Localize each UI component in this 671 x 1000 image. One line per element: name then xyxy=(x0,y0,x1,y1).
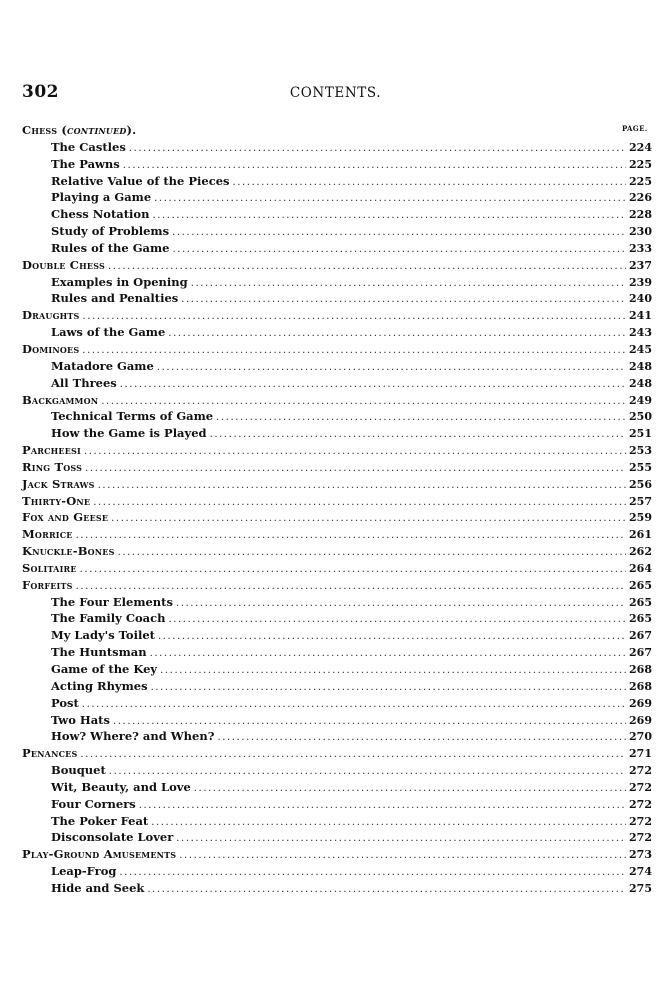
dot-leader xyxy=(179,848,626,865)
page-number: 302 xyxy=(22,82,59,102)
dot-leader xyxy=(168,326,626,343)
toc-entry-page: 225 xyxy=(629,174,652,188)
toc-subentry xyxy=(22,290,652,307)
toc-entry xyxy=(22,526,652,543)
dot-leader xyxy=(93,495,626,512)
toc-subentry xyxy=(22,223,652,240)
toc-subentry xyxy=(22,594,652,611)
toc-entry-page: 267 xyxy=(629,646,652,660)
toc-entry-page: 261 xyxy=(629,528,652,542)
toc-subentry xyxy=(22,762,652,779)
toc-entry-label: Double Chess xyxy=(22,257,105,272)
dot-leader xyxy=(172,225,626,242)
toc-entry-label: Solitaire xyxy=(22,560,77,575)
dot-leader xyxy=(158,629,626,646)
toc-entry-label: Chess (continued). xyxy=(22,123,137,137)
toc-entry-label: Playing a Game xyxy=(51,190,152,205)
dot-leader xyxy=(172,242,626,259)
toc-subentry xyxy=(22,829,652,846)
toc-entry-page: 272 xyxy=(629,764,652,778)
toc-subentry xyxy=(22,863,652,880)
toc-entry xyxy=(22,509,652,526)
toc-entry-page: 253 xyxy=(629,444,652,458)
page-title: CONTENTS. xyxy=(289,85,382,101)
toc-entry-page: 270 xyxy=(629,730,652,744)
toc-subentry xyxy=(22,813,652,830)
toc-entry xyxy=(22,442,652,459)
dot-leader xyxy=(84,444,626,461)
toc-entry-page: 268 xyxy=(629,679,652,693)
dot-leader xyxy=(217,730,626,747)
dot-leader xyxy=(151,680,626,697)
toc-entry xyxy=(22,543,652,560)
toc-entry-label: Thirty-One xyxy=(22,493,91,508)
dot-leader xyxy=(119,865,626,882)
toc-entry-page: 250 xyxy=(629,410,652,424)
dot-leader xyxy=(80,562,626,579)
toc-entry-label: Dominoes xyxy=(22,341,80,356)
toc-entry xyxy=(22,476,652,493)
toc-entry-page: 271 xyxy=(629,747,652,761)
toc-entry-label: Backgammon xyxy=(22,392,99,407)
dot-leader xyxy=(176,596,626,613)
toc-entry-page: 248 xyxy=(629,376,652,390)
toc-entry-page: 241 xyxy=(629,309,652,323)
toc-subentry xyxy=(22,240,652,257)
toc-entry-page: 239 xyxy=(629,275,652,289)
toc-entry-label: Rules and Penalties xyxy=(51,291,179,306)
toc-entry-page: 272 xyxy=(629,797,652,811)
toc-entry-label: Rules of the Game xyxy=(51,240,170,255)
toc-entry-label: Hide and Seek xyxy=(51,880,145,895)
toc-subentry xyxy=(22,779,652,796)
toc-entry xyxy=(22,493,652,510)
toc-entry-page: 256 xyxy=(629,477,652,491)
dot-leader xyxy=(191,276,626,293)
toc-entry-page: 249 xyxy=(629,393,652,407)
toc-subentry xyxy=(22,173,652,190)
toc-subentry xyxy=(22,661,652,678)
toc-entry-page: 233 xyxy=(629,241,652,255)
toc-subentry xyxy=(22,712,652,729)
toc-entry-label: Four Corners xyxy=(51,796,136,811)
page-column-label: PAGE. xyxy=(622,124,648,133)
dot-leader xyxy=(111,511,626,528)
dot-leader xyxy=(152,208,626,225)
toc-entry-label: Chess Notation xyxy=(51,207,150,222)
toc-entry-page: 269 xyxy=(629,696,652,710)
toc-entry-label: The Poker Feat xyxy=(51,813,149,828)
toc-entry-label: Draughts xyxy=(22,308,80,323)
toc-subentry xyxy=(22,324,652,341)
toc-entry-page: 259 xyxy=(629,511,652,525)
toc-entry-label: Forfeits xyxy=(22,577,73,592)
dot-leader xyxy=(147,882,626,899)
toc-entry xyxy=(22,122,652,139)
dot-leader xyxy=(80,747,626,764)
toc-entry-page: 265 xyxy=(629,578,652,592)
toc-subentry xyxy=(22,206,652,223)
toc-entry-page: 248 xyxy=(629,359,652,373)
toc-entry-label: Technical Terms of Game xyxy=(51,409,214,424)
toc-entry-page: 240 xyxy=(629,292,652,306)
toc-entry-page: 243 xyxy=(629,326,652,340)
toc-entry-page: 257 xyxy=(629,494,652,508)
toc-entry-page: 255 xyxy=(629,460,652,474)
toc-entry-label: Post xyxy=(51,695,79,710)
dot-leader xyxy=(181,292,626,309)
toc-entry-page: 264 xyxy=(629,561,652,575)
toc-subentry xyxy=(22,695,652,712)
toc-entry-label: Disconsolate Lover xyxy=(51,830,174,845)
toc-entry-label: The Huntsman xyxy=(51,645,147,660)
toc-entry xyxy=(22,560,652,577)
toc-entry-page: 273 xyxy=(629,848,652,862)
toc-subentry xyxy=(22,139,652,156)
dot-leader xyxy=(118,545,626,562)
toc-entry-page: 275 xyxy=(629,881,652,895)
toc-subentry xyxy=(22,880,652,897)
toc-subentry xyxy=(22,728,652,745)
dot-leader xyxy=(194,781,626,798)
toc-entry-label: Play-Ground Amusements xyxy=(22,847,177,862)
toc-entry-label: The Four Elements xyxy=(51,594,173,609)
dot-leader xyxy=(151,815,626,832)
toc-entry-label: Morrice xyxy=(22,527,73,542)
dot-leader xyxy=(233,175,627,192)
toc-entry-label: Acting Rhymes xyxy=(51,678,148,693)
toc-subentry xyxy=(22,156,652,173)
toc-entry-label: Fox and Geese xyxy=(22,510,109,525)
dot-leader xyxy=(216,410,626,427)
toc-entry-label: The Family Coach xyxy=(51,611,166,626)
toc-entry-label: Ring Toss xyxy=(22,459,83,474)
toc-entry xyxy=(22,459,652,476)
toc-entry xyxy=(22,846,652,863)
toc-subentry xyxy=(22,408,652,425)
toc-entry-page: 269 xyxy=(629,713,652,727)
toc-entry-label: Game of the Key xyxy=(51,662,158,676)
dot-leader xyxy=(120,377,626,394)
toc-subentry xyxy=(22,678,652,695)
toc-entry-label: Matadore Game xyxy=(51,358,154,373)
dot-leader xyxy=(150,646,626,663)
dot-leader xyxy=(129,141,626,158)
dot-leader xyxy=(98,478,626,495)
dot-leader xyxy=(76,528,626,545)
toc-entry-label: Bouquet xyxy=(51,763,106,778)
dot-leader xyxy=(176,831,626,848)
toc-entry-label: My Lady's Toilet xyxy=(51,628,155,643)
toc-entry-page: 267 xyxy=(629,629,652,643)
toc-subentry xyxy=(22,189,652,206)
toc-entry-label: How? Where? and When? xyxy=(51,729,215,744)
toc-entry-page: 268 xyxy=(629,663,652,676)
toc-entry xyxy=(22,307,652,324)
toc-entry-label: How the Game is Played xyxy=(51,426,207,441)
dot-leader xyxy=(82,697,626,714)
toc-entry-page: 228 xyxy=(629,208,652,222)
dot-leader xyxy=(154,191,626,208)
toc-subentry xyxy=(22,610,652,627)
toc-entry-page: 226 xyxy=(629,191,652,205)
dot-leader xyxy=(82,343,626,360)
toc-entry-page: 265 xyxy=(629,612,652,626)
toc-entry-label: Wit, Beauty, and Love xyxy=(51,779,191,794)
dot-leader xyxy=(139,798,626,815)
toc-subentry xyxy=(22,375,652,392)
toc-entry-page: 237 xyxy=(629,258,652,272)
toc-entry-label: Examples in Opening xyxy=(51,274,188,289)
toc-entry xyxy=(22,577,652,594)
toc-subentry xyxy=(22,796,652,813)
toc-entry-page: 224 xyxy=(629,140,652,154)
toc-entry-label: Knuckle-Bones xyxy=(22,544,115,559)
table-of-contents xyxy=(22,122,652,897)
toc-entry xyxy=(22,257,652,274)
toc-entry-page: 230 xyxy=(629,225,652,239)
toc-entry-page: 262 xyxy=(629,545,652,559)
toc-entry-page: 245 xyxy=(629,342,652,356)
toc-entry-label: Penances xyxy=(22,746,78,761)
dot-leader xyxy=(168,612,626,629)
toc-subentry xyxy=(22,627,652,644)
toc-entry-label: Jack Straws xyxy=(22,476,95,491)
toc-entry xyxy=(22,341,652,358)
toc-subentry xyxy=(22,644,652,661)
toc-entry-label: Parcheesi xyxy=(22,443,81,458)
toc-entry xyxy=(22,745,652,762)
toc-entry-label: Leap-Frog xyxy=(51,864,117,879)
toc-entry-page: 225 xyxy=(629,157,652,171)
dot-leader xyxy=(160,663,626,680)
toc-entry-label: Study of Problems xyxy=(51,224,170,239)
toc-entry xyxy=(22,392,652,409)
toc-subentry xyxy=(22,358,652,375)
toc-entry-page: 272 xyxy=(629,831,652,845)
toc-entry-label: The Castles xyxy=(51,139,126,154)
toc-entry-label: The Pawns xyxy=(51,156,120,171)
dot-leader xyxy=(210,427,626,444)
toc-entry-label: Laws of the Game xyxy=(51,325,166,340)
toc-subentry xyxy=(22,425,652,442)
toc-subentry xyxy=(22,274,652,291)
toc-entry-page: 274 xyxy=(629,865,652,879)
toc-entry-page: 265 xyxy=(629,595,652,609)
dot-leader xyxy=(157,360,626,377)
dot-leader xyxy=(85,461,626,478)
toc-entry-page: 251 xyxy=(629,427,652,441)
toc-entry-label: All Threes xyxy=(51,375,117,390)
toc-entry-label: Two Hats xyxy=(51,712,110,727)
toc-entry-page: 272 xyxy=(629,780,652,794)
toc-entry-page: 272 xyxy=(629,814,652,828)
toc-entry-label: Relative Value of the Pieces xyxy=(51,173,230,188)
